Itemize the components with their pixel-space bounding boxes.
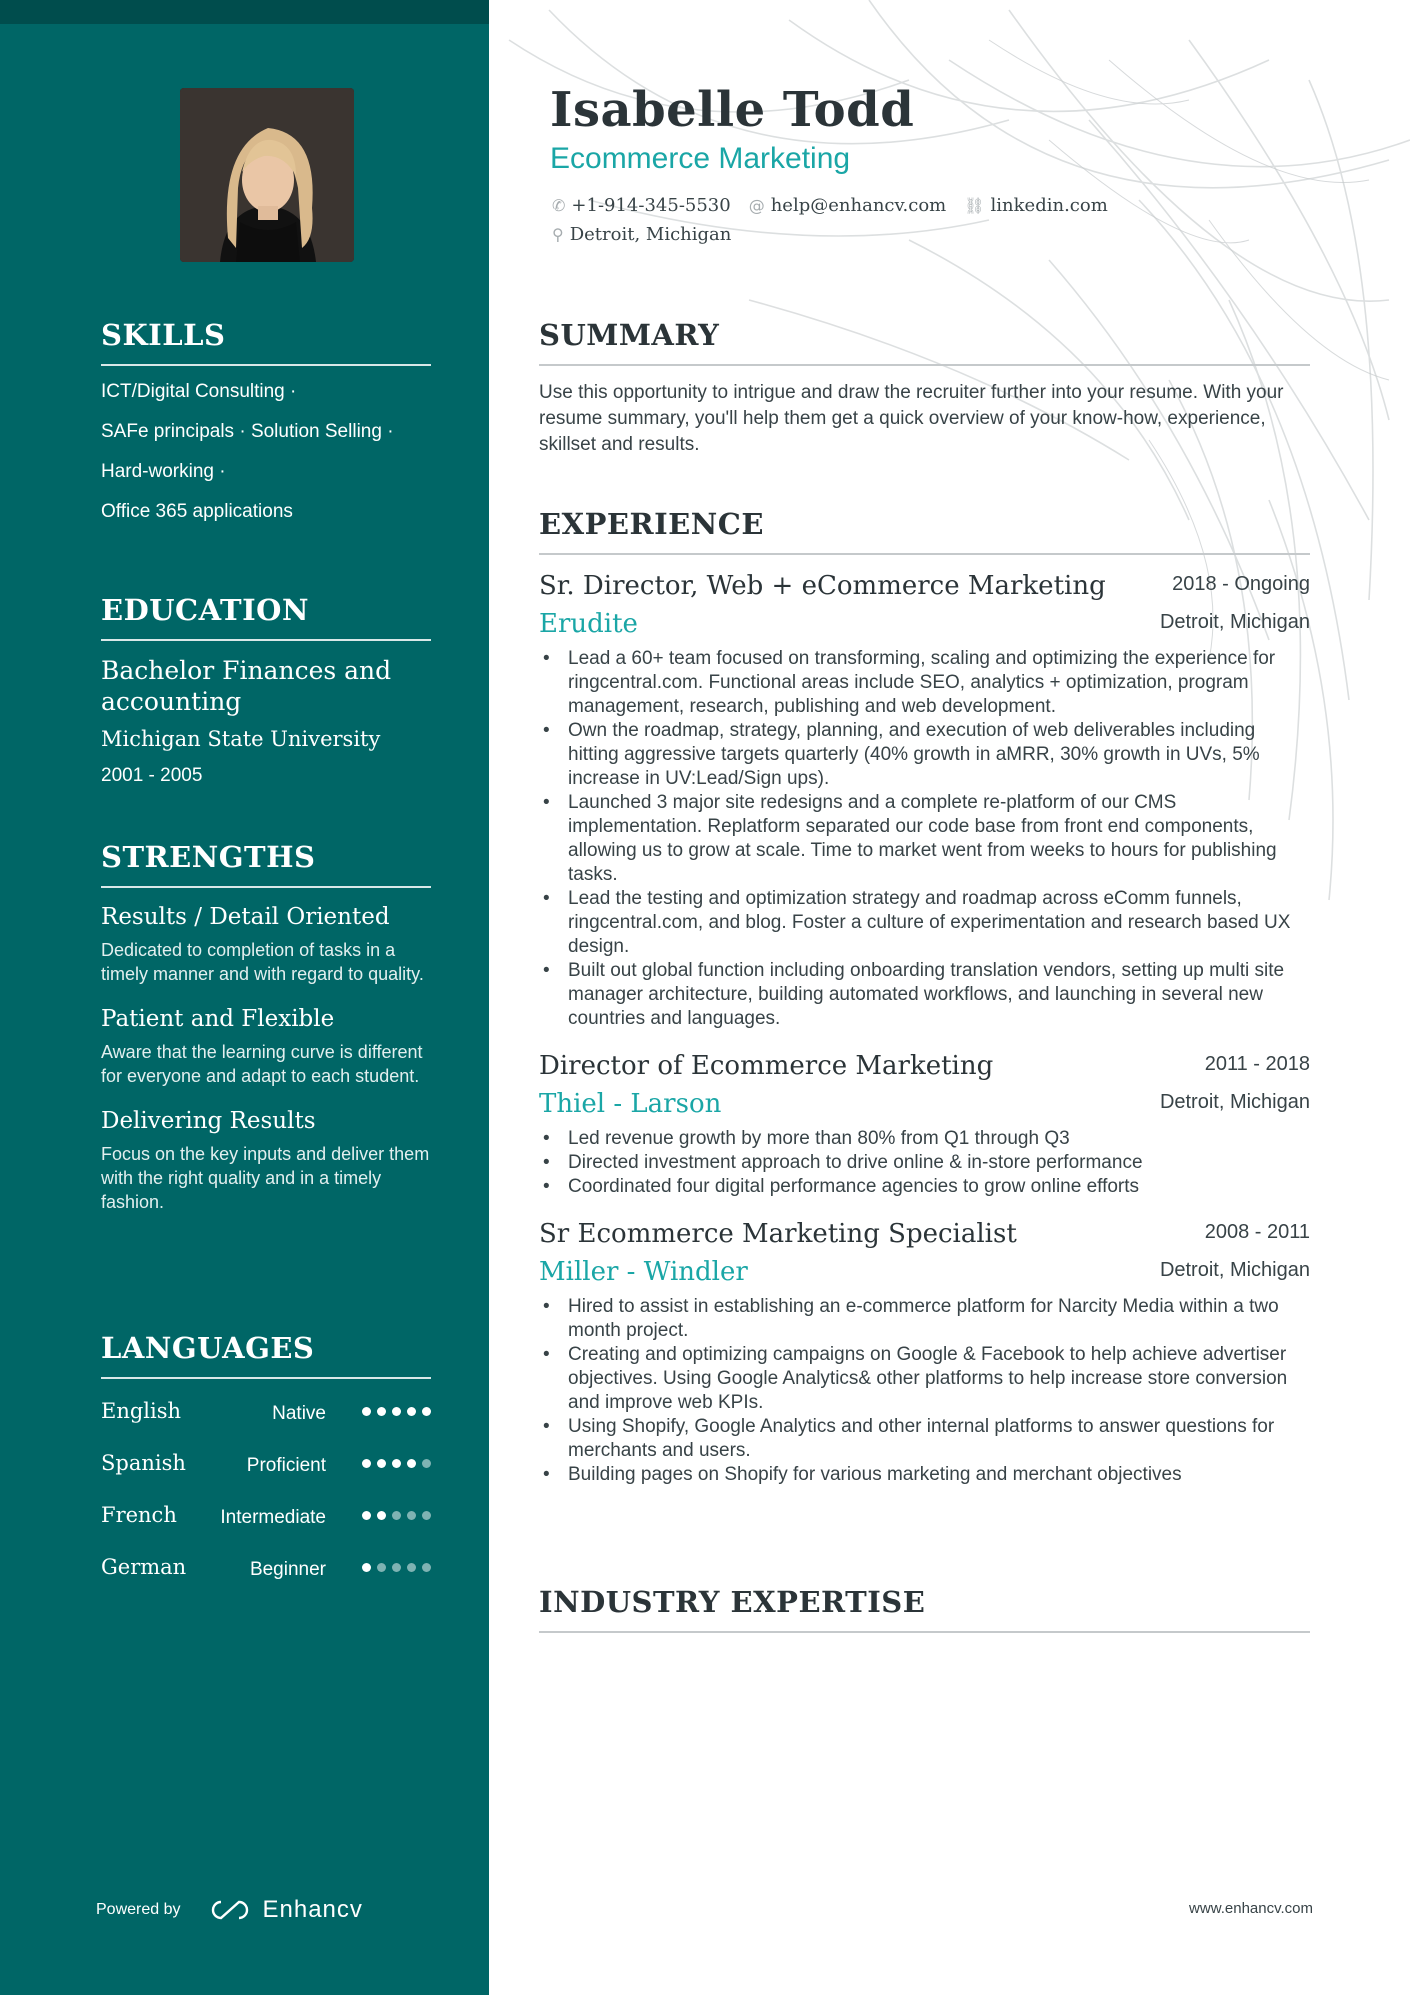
language-row — [101, 1393, 431, 1445]
rating-dot-empty — [422, 1459, 431, 1468]
link-icon: ⛓ — [964, 196, 985, 215]
languages-heading: LANGUAGES — [101, 1331, 431, 1379]
sidebar-top-strip — [0, 0, 489, 24]
job-subheader — [539, 1257, 1310, 1293]
rating-dot-filled — [377, 1511, 386, 1520]
job-bullets — [539, 647, 1310, 1031]
job-bullet: • Own the roadmap, strategy, planning, and execution of web deliverables including hitting aggressive targets quarterly (40% growth in aMRR, 30% growth in UVs, 5% increase in UV:Lead/Sign ups). — [539, 719, 1310, 791]
job-bullet: • Using Shopify, Google Analytics and other internal platforms to answer questions for merchants and users. — [539, 1415, 1310, 1463]
rating-dot-filled — [362, 1563, 371, 1572]
education-section — [101, 593, 431, 787]
job-bullet: • Launched 3 major site redesigns and a complete re-platform of our CMS implementation. Replatform separated our code base from front end components, allowing us to grow at scale. Time to market went from weeks to hours for publishing tasks. — [539, 791, 1310, 887]
skill-item: SAFe principals · Solution Selling · — [101, 421, 394, 442]
enhancv-logo-text: Enhancv — [262, 1896, 363, 1923]
language-name: English — [101, 1399, 182, 1423]
job-location: Detroit, Michigan — [1159, 1259, 1310, 1281]
phone-text: +1-914-345-5530 — [571, 195, 731, 216]
rating-dot-filled — [362, 1511, 371, 1520]
rating-dot-empty — [392, 1563, 401, 1572]
job-subheader — [539, 1089, 1310, 1125]
languages-section — [101, 1331, 431, 1601]
sidebar — [0, 0, 489, 1995]
phone-icon: ✆ — [552, 196, 566, 215]
location-text: Detroit, Michigan — [569, 224, 732, 245]
job-title: Sr. Director, Web + eCommerce Marketing — [539, 571, 1106, 601]
job-bullet: • Lead the testing and optimization strategy and roadmap across eComm funnels, ringcentral.com, and blog. Foster a culture of experimentation and research based UX design. — [539, 887, 1310, 959]
language-rating — [362, 1407, 431, 1416]
job-bullet: • Led revenue growth by more than 80% from Q1 through Q3 — [539, 1127, 1310, 1151]
job-bullets — [539, 1295, 1310, 1487]
profile-photo — [180, 88, 354, 262]
at-icon: @ — [748, 196, 765, 215]
rating-dot-filled — [377, 1459, 386, 1468]
education-heading: EDUCATION — [101, 593, 431, 641]
language-level: Native — [272, 1403, 326, 1424]
language-level: Proficient — [246, 1455, 326, 1476]
strength-description: Dedicated to completion of tasks in a timely manner and with regard to quality. — [101, 940, 424, 984]
language-row — [101, 1445, 431, 1497]
strength-title: Patient and Flexible — [101, 1006, 335, 1032]
job-company: Thiel - Larson — [539, 1089, 722, 1119]
link-contact[interactable] — [964, 195, 1108, 216]
job-title: Sr Ecommerce Marketing Specialist — [539, 1219, 1017, 1249]
job-bullet: • Coordinated four digital performance agencies to grow online efforts — [539, 1175, 1310, 1199]
language-level: Beginner — [249, 1559, 326, 1580]
summary-heading: SUMMARY — [539, 318, 1310, 366]
strength-title: Delivering Results — [101, 1108, 316, 1134]
strength-description: Focus on the key inputs and deliver them with the right quality and in a timely fashion. — [101, 1144, 430, 1212]
contact-row — [552, 224, 1352, 245]
language-rating — [362, 1563, 431, 1572]
email-text: help@enhancv.com — [770, 195, 947, 216]
job-bullet: • Hired to assist in establishing an e-commerce platform for Narcity Media within a two month project. — [539, 1295, 1310, 1343]
education-dates: 2001 - 2005 — [101, 765, 203, 786]
skills-list — [101, 380, 431, 524]
phone-contact[interactable] — [552, 195, 731, 216]
location-pin-icon: ⚲ — [552, 225, 564, 244]
footer-website-link[interactable]: www.enhancv.com — [1189, 1900, 1313, 1917]
job-bullet: • Creating and optimizing campaigns on Google & Facebook to help achieve advertiser objectives. Using Google Analytics& other platforms to help increase store conversion and improve web KPIs. — [539, 1343, 1310, 1415]
job-location: Detroit, Michigan — [1159, 611, 1310, 633]
enhancv-logo[interactable] — [207, 1896, 363, 1924]
experience-heading: EXPERIENCE — [539, 507, 1310, 555]
rating-dot-filled — [362, 1459, 371, 1468]
rating-dot-empty — [407, 1511, 416, 1520]
email-contact[interactable] — [749, 195, 947, 216]
rating-dot-empty — [407, 1563, 416, 1572]
job-dates: 2011 - 2018 — [1204, 1053, 1310, 1075]
main-content — [489, 0, 1410, 1995]
job-bullet: • Lead a 60+ team focused on transforming, scaling and optimizing the experience for ringcentral.com. Functional areas include SEO, analytics + optimization, program management, research, publishing and web development. — [539, 647, 1310, 719]
language-level: Intermediate — [220, 1507, 326, 1528]
job-header — [539, 569, 1310, 609]
rating-dot-empty — [422, 1511, 431, 1520]
rating-dot-empty — [422, 1563, 431, 1572]
candidate-role: Ecommerce Marketing — [550, 142, 851, 175]
job-subheader — [539, 609, 1310, 645]
rating-dot-empty — [377, 1563, 386, 1572]
skill-item: Office 365 applications — [101, 501, 293, 522]
rating-dot-filled — [407, 1459, 416, 1468]
location-contact — [552, 224, 731, 245]
language-name: French — [101, 1503, 177, 1527]
skill-item: Hard-working · — [101, 461, 226, 482]
contact-row — [552, 195, 1352, 216]
rating-dot-filled — [362, 1407, 371, 1416]
language-row — [101, 1549, 431, 1601]
rating-dot-filled — [407, 1407, 416, 1416]
industry-expertise-heading: INDUSTRY EXPERTISE — [539, 1585, 1310, 1633]
language-rating — [362, 1511, 431, 1520]
job-bullet: • Directed investment approach to drive online & in-store performance — [539, 1151, 1310, 1175]
rating-dot-filled — [422, 1407, 431, 1416]
rating-dot-empty — [392, 1511, 401, 1520]
candidate-name: Isabelle Todd — [550, 82, 915, 138]
job-company: Erudite — [539, 609, 638, 639]
job-title: Director of Ecommerce Marketing — [539, 1051, 994, 1081]
strengths-section — [101, 840, 431, 1232]
language-row — [101, 1497, 431, 1549]
job-header — [539, 1049, 1310, 1089]
education-school: Michigan State University — [101, 727, 381, 751]
summary-section — [539, 318, 1310, 458]
powered-by-label: Powered by — [96, 1901, 181, 1918]
job-entry — [539, 1049, 1310, 1199]
strength-item — [101, 902, 431, 986]
experience-section — [539, 507, 1310, 1505]
language-name: German — [101, 1555, 187, 1579]
skill-item: ICT/Digital Consulting · — [101, 381, 297, 402]
strength-description: Aware that the learning curve is different for everyone and adapt to each student. — [101, 1042, 423, 1086]
skills-heading: SKILLS — [101, 318, 431, 366]
job-header — [539, 1217, 1310, 1257]
job-dates: 2008 - 2011 — [1204, 1221, 1310, 1243]
link-text: linkedin.com — [990, 195, 1108, 216]
job-dates: 2018 - Ongoing — [1172, 573, 1310, 595]
strength-title: Results / Detail Oriented — [101, 904, 390, 930]
strengths-heading: STRENGTHS — [101, 840, 431, 888]
job-entry — [539, 1217, 1310, 1487]
education-degree: Bachelor Finances and accounting — [101, 656, 392, 716]
skills-section — [101, 318, 431, 540]
industry-expertise-section — [539, 1585, 1310, 1647]
strength-item — [101, 1004, 431, 1088]
contact-info — [552, 195, 1352, 253]
job-company: Miller - Windler — [539, 1257, 748, 1287]
job-bullet: • Built out global function including onboarding translation vendors, setting up multi site manager architecture, building automated workflows, and launching in several new countries and languages. — [539, 959, 1310, 1031]
language-rating — [362, 1459, 431, 1468]
language-name: Spanish — [101, 1451, 186, 1475]
rating-dot-filled — [377, 1407, 386, 1416]
summary-text: Use this opportunity to intrigue and draw the recruiter further into your resume. With your resume summary, you'll help them get a quick overview of your know-how, experience, skillset and results. — [539, 382, 1284, 455]
strength-item — [101, 1106, 431, 1214]
job-bullet: • Building pages on Shopify for various marketing and merchant objectives — [539, 1463, 1310, 1487]
job-bullets — [539, 1127, 1310, 1199]
powered-by — [96, 1896, 363, 1924]
rating-dot-filled — [392, 1459, 401, 1468]
job-location: Detroit, Michigan — [1159, 1091, 1310, 1113]
job-entry — [539, 569, 1310, 1031]
rating-dot-filled — [392, 1407, 401, 1416]
enhancv-logo-icon — [207, 1899, 253, 1921]
